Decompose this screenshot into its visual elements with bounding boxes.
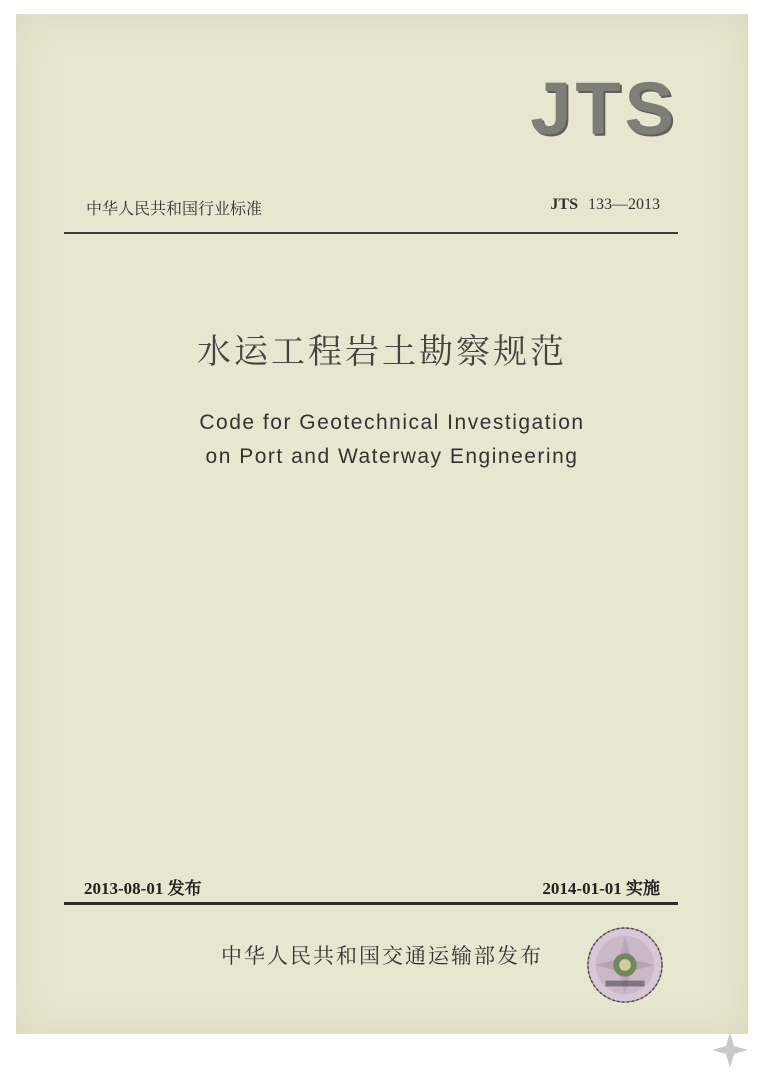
- title-chinese: 水运工程岩土勘察规范: [197, 332, 567, 372]
- standard-code-number: 133—2013: [588, 196, 660, 213]
- publisher: 中华人民共和国交通运输部发布: [221, 944, 543, 968]
- standard-code-prefix: JTS: [550, 196, 578, 213]
- cover-page: [16, 14, 748, 1034]
- issue-date: 2013-08-01 发布: [84, 879, 202, 898]
- top-divider: [64, 232, 678, 234]
- title-english-line1: Code for Geotechnical Investigation: [199, 411, 585, 434]
- bottom-divider: [64, 902, 678, 905]
- anti-counterfeit-seal-icon: [586, 926, 664, 1004]
- standard-code: [550, 196, 660, 214]
- jts-logo: JTS: [530, 67, 678, 150]
- watermark-logo-icon: [708, 1028, 752, 1072]
- implementation-date: 2014-01-01 实施: [542, 879, 660, 898]
- title-english: [16, 406, 748, 474]
- title-english-line2: on Port and Waterway Engineering: [205, 445, 579, 468]
- standard-category: 中华人民共和国行业标准: [86, 199, 263, 218]
